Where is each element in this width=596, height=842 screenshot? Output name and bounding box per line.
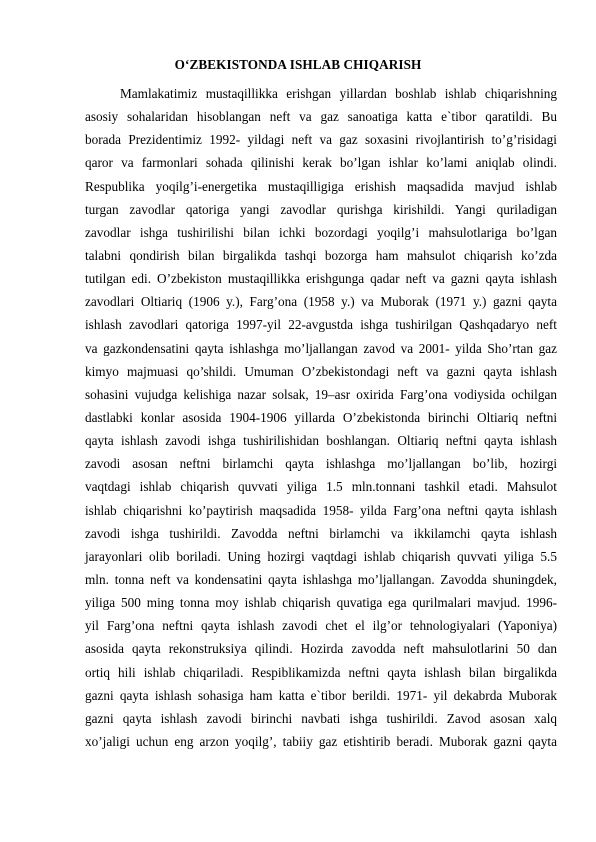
paragraph-line: qayta ishlash zavodi ishga tushirilishidan boshlangan. Oltiariq neftni qayta ishlash xyxy=(85,433,557,449)
paragraph-line: talabni qondirish bilan birgalikda tashqi bozorga ham mahsulot chiqarish ko’zda xyxy=(85,247,557,263)
paragraph-line: mln. tonna neft va kondensatini qayta ishlashga mo’ljallangan. Zavodda shuningdek, xyxy=(85,571,557,587)
paragraph-line: zavodi ishga tushirildi. Zavodda neftni birlamchi va ikkilamchi qayta ishlash xyxy=(85,525,557,541)
body-paragraph xyxy=(85,82,557,753)
paragraph-line: zavodi asosan neftni birlamchi qayta ishlashga mo’ljallangan bo’lib, hozirgi xyxy=(85,456,557,472)
paragraph-line: ishlash zavodlari qatoriga 1997-yil 22-avgustda ishga tushirilgan Qashqadaryo neft xyxy=(85,317,557,333)
paragraph-line: zavodlar ishga tushirilishi bilan ichki bozordagi yoqilg’i mahsulotlariga bo’lgan xyxy=(85,224,557,240)
paragraph-line: dastlabki konlar asosida 1904-1906 yillarda O’zbekistonda birinchi Oltiariq neftni xyxy=(85,409,557,425)
paragraph-line: sohasini vujudga kelishiga nazar solsak, 19–asr oxirida Farg’ona vodiysida ochilgan xyxy=(85,386,557,402)
paragraph-line: tutilgan edi. O’zbekiston mustaqillikka erishgunga qadar neft va gazni qayta ishlash xyxy=(85,271,557,287)
paragraph-line: jarayonlari olib boriladi. Uning hozirgi vaqtdagi ishlab chiqarish quvvati yiliga 5.5 xyxy=(85,548,557,564)
paragraph-line: va gazkondensatini qayta ishlashga mo’ljallangan zavod va 2001- yilda Sho’rtan gaz xyxy=(85,340,557,356)
paragraph-line: yil Farg’ona neftni qayta ishlash zavodi chet el ilg’or tehnologiyalari (Yaponiya) xyxy=(85,618,557,634)
paragraph-line: yiliga 500 ming tonna moy ishlab chiqarish quvatiga ega qurilmalari mavjud. 1996- xyxy=(85,595,557,611)
paragraph-line: qaror va farmonlari sohada qilinishi kerak bo’lgan ishlar ko’lami aniqlab olindi. xyxy=(85,155,557,171)
paragraph-line: borada Prezidentimiz 1992- yildagi neft va gaz soxasini rivojlantirish to’g’risidagi xyxy=(85,132,557,148)
paragraph-line: ishlab chiqarishni ko’paytirish maqsadida 1958- yilda Farg’ona neftni qayta ishlash xyxy=(85,502,557,518)
paragraph-line: xo’jaligi uchun eng arzon yoqilg’, tabiiy gaz etishtirib beradi. Muborak gazni qayta xyxy=(85,733,557,749)
document-title: O‘ZBEKISTONDA ISHLAB CHIQARISH xyxy=(174,57,422,72)
paragraph-line: gazni qayta ishlash sohasiga ham katta e`tibor berildi. 1971- yil dekabrda Muborak xyxy=(85,687,557,703)
paragraph-line: vaqtdagi ishlab chiqarish quvvati yiliga 1.5 mln.tonnani tashkil etadi. Mahsulot xyxy=(85,479,557,495)
paragraph-line: turgan zavodlar qatoriga yangi zavodlar qurishga kirishildi. Yangi quriladigan xyxy=(85,201,557,217)
paragraph-line: asosiy sohalaridan hisoblangan neft va gaz sanoatiga katta e`tibor qaratildi. Bu xyxy=(85,109,557,125)
paragraph-line: ortiq hili ishlab chiqariladi. Respiblikamizda neftni qayta ishlash bilan birgalikda xyxy=(85,664,557,680)
paragraph-line: gazni qayta ishlash zavodi birinchi navbati ishga tushirildi. Zavod asosan xalq xyxy=(85,710,557,726)
paragraph-line: Respublika yoqilg’i-energetika mustaqilligiga erishish maqsadida mavjud ishlab xyxy=(85,178,557,194)
paragraph-line: Mamlakatimiz mustaqillikka erishgan yillardan boshlab ishlab chiqarishning xyxy=(120,86,557,101)
paragraph-line: zavodlari Oltiariq (1906 y.), Farg’ona (1958 y.) va Muborak (1971 y.) gazni qayta xyxy=(85,294,557,310)
paragraph-line: asosida qayta rekonstruksiya qilindi. Hozirda zavodda neft mahsulotlarini 50 dan xyxy=(85,641,557,657)
paragraph-line: kimyo majmuasi qo’shildi. Umuman O’zbekistondagi neft va gazni qayta ishlash xyxy=(85,363,557,379)
